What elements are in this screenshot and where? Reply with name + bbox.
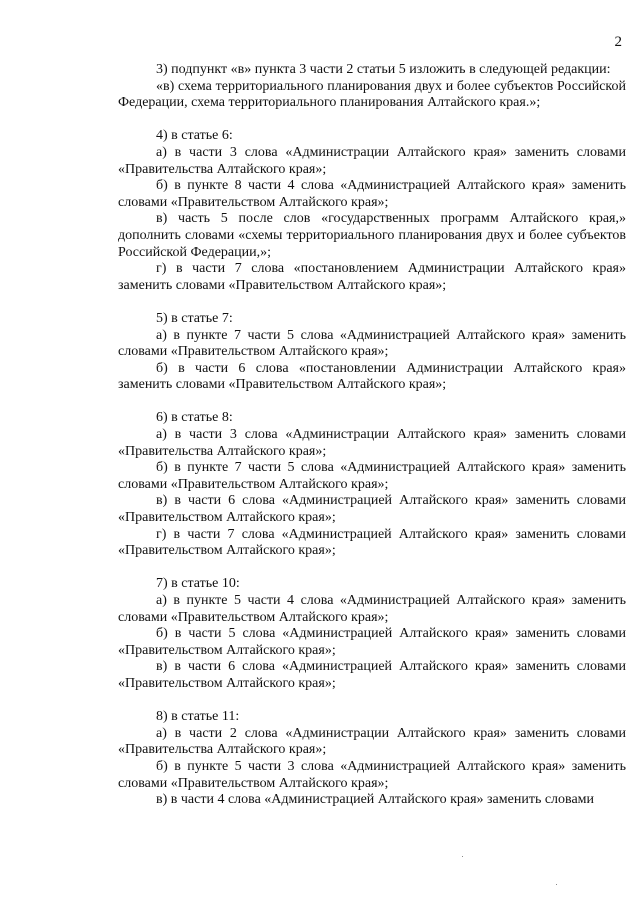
- paragraph-gap: [118, 294, 626, 311]
- amendment-item: г) в части 7 слова «постановлением Администрации Алтайского края» заменить словами «Правительством Алтайского края»;: [118, 261, 626, 293]
- amendment-item: б) в пункте 5 части 3 слова «Администрацией Алтайского края» заменить словами «Правительством Алтайского края»;: [118, 758, 626, 791]
- amendment-item: а) в пункте 7 части 5 слова «Администрацией Алтайского края» заменить словами «Правительством Алтайского края»;: [118, 327, 626, 360]
- section-heading: 7) в статье 10:: [156, 576, 240, 592]
- amendment-item: б) в пункте 8 части 4 слова «Администрацией Алтайского края» заменить словами «Правительством Алтайского края»;: [118, 178, 626, 210]
- amendment-item: а) в части 2 слова «Администрации Алтайского края» заменить словами «Правительства Алтайского края»;: [118, 725, 626, 758]
- amendment-item: б) в пункте 7 части 5 слова «Администрацией Алтайского края» заменить словами «Правительством Алтайского края»;: [118, 460, 626, 492]
- amendment-item: в) в части 6 слова «Администрацией Алтайского края» заменить словами «Правительством Алтайского края»;: [118, 493, 626, 526]
- scan-speck: [556, 884, 557, 885]
- section-heading: 8) в статье 11:: [156, 709, 240, 725]
- paragraph-gap: [118, 560, 626, 577]
- amendment-item: в) в части 6 слова «Администрацией Алтайского края» заменить словами «Правительством Алтайского края»;: [118, 659, 626, 691]
- amendment-item: б) в части 5 слова «Администрацией Алтайского края» заменить словами «Правительством Алтайского края»;: [118, 626, 626, 658]
- amendment-item: а) в пункте 5 части 4 слова «Администрацией Алтайского края» заменить словами «Правительством Алтайского края»;: [118, 593, 626, 625]
- section-article-7: [118, 311, 626, 394]
- amendment-item: в) в части 4 слова «Администрацией Алтайского края» заменить словами: [156, 792, 595, 808]
- amendment-item: а) в части 3 слова «Администрации Алтайского края» заменить словами «Правительства Алтайского края»;: [118, 427, 626, 459]
- paragraph-gap: [118, 112, 626, 129]
- intro-paragraph: 3) подпункт «в» пункта 3 части 2 статьи 5 изложить в следующей редакции:: [156, 62, 611, 77]
- amendment-item: в) часть 5 после слов «государственных программ Алтайского края,» дополнить словами «схемы территориального планирования двух и более субъектов Российской Федерации,»;: [118, 211, 626, 260]
- amendment-item: а) в части 3 слова «Администрации Алтайского края» заменить словами «Правительства Алтайского края»;: [118, 144, 626, 177]
- page-number: 2: [614, 34, 622, 50]
- amendment-item: б) в части 6 слова «постановлении Администрации Алтайского края» заменить словами «Правительством Алтайского края»;: [118, 360, 626, 393]
- paragraph-gap: [118, 693, 626, 710]
- section-heading: 6) в статье 8:: [156, 410, 233, 426]
- section-article-11: [118, 709, 626, 809]
- section-article-10: [118, 576, 626, 692]
- section-heading: 5) в статье 7:: [156, 310, 233, 326]
- scan-speck: [462, 856, 463, 857]
- section-article-8: [118, 410, 626, 559]
- intro-quote: «в) схема территориального планирования двух и более субъектов Российской Федерации, схема территориального планирования Алтайского края.»;: [118, 78, 626, 111]
- section-article-6: [118, 128, 626, 294]
- amendment-item: г) в части 7 слова «Администрацией Алтайского края» заменить словами «Правительством Алтайского края»;: [118, 526, 626, 559]
- section-heading: 4) в статье 6:: [156, 128, 233, 144]
- paragraph-gap: [118, 394, 626, 411]
- document-body: [118, 62, 626, 809]
